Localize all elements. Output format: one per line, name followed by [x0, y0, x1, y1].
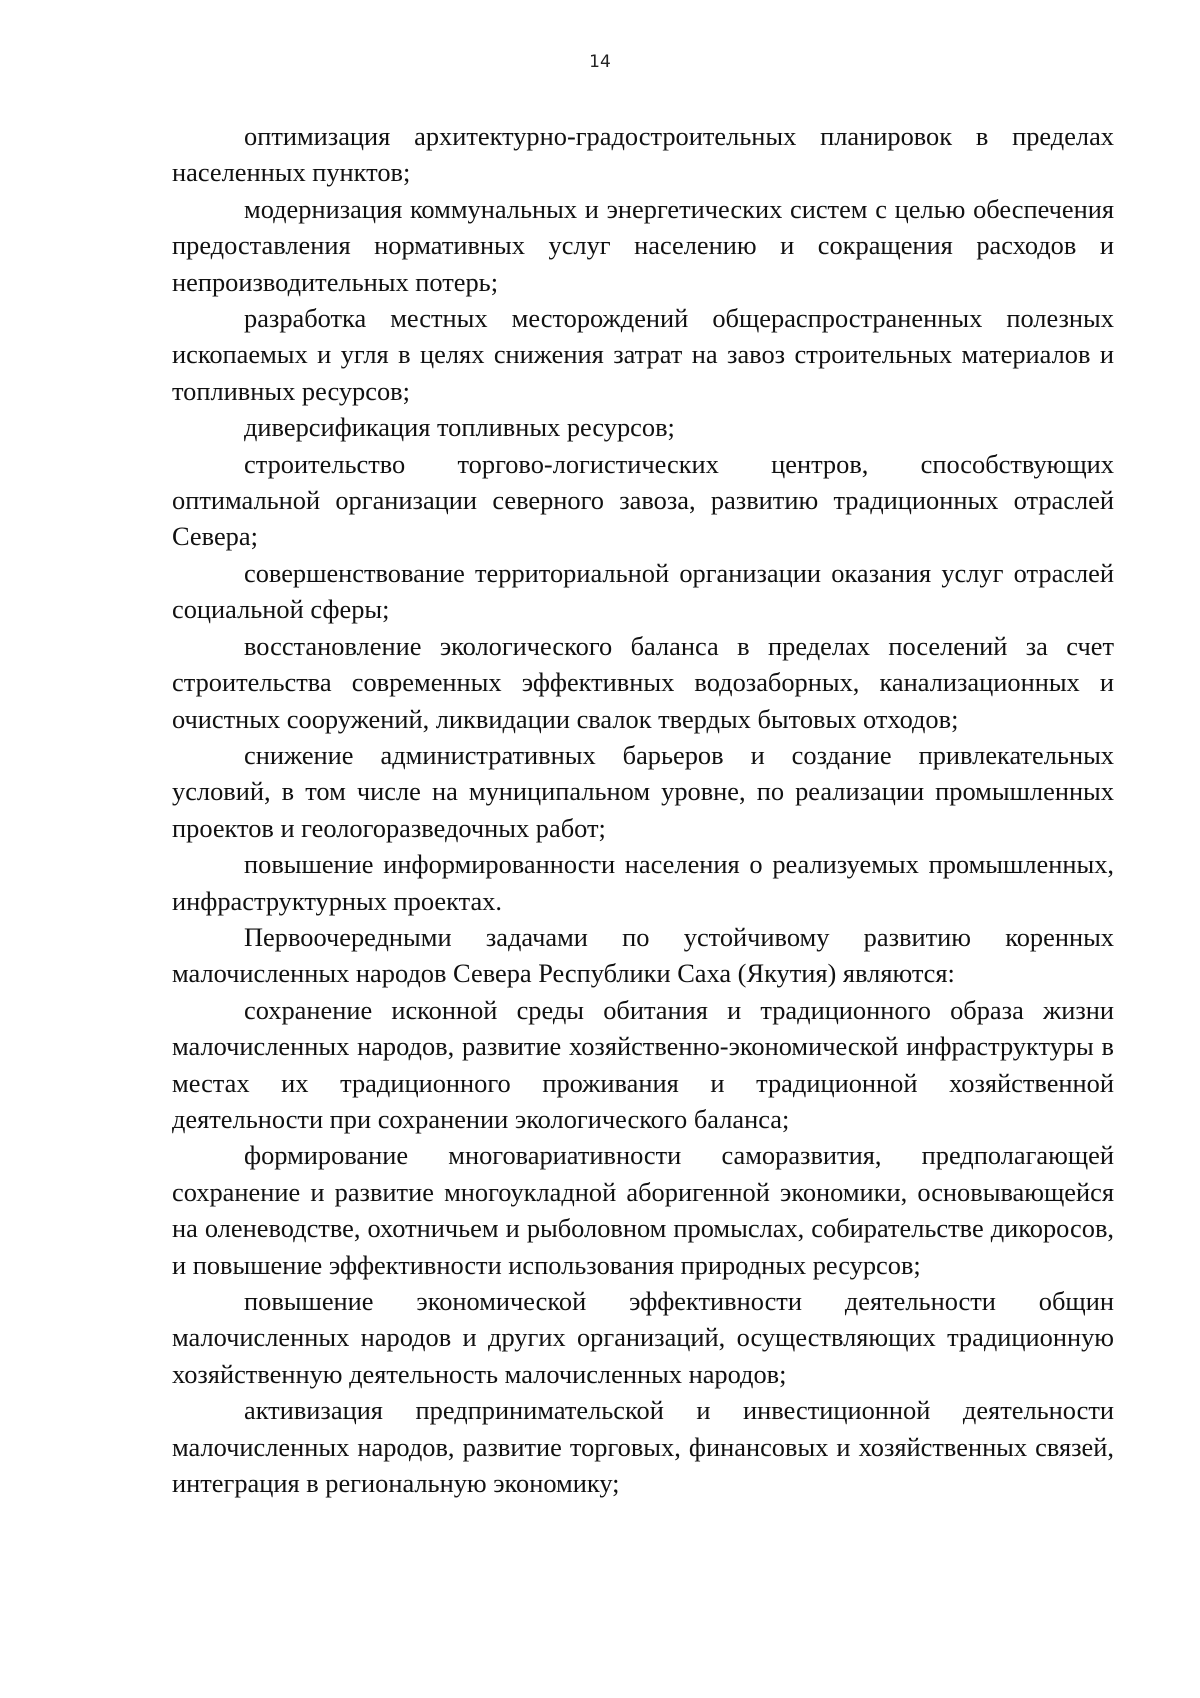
paragraph: строительство торгово-логистических центров, способствующих оптимальной организации северного завоза, развитию традиционных отраслей Севера; [172, 448, 1114, 552]
paragraph: снижение административных барьеров и создание привлекательных условий, в том числе на муниципальном уровне, по реализации промышленных проектов и геологоразведочных работ; [172, 739, 1114, 843]
paragraph: активизация предпринимательской и инвестиционной деятельности малочисленных народов, развитие торговых, финансовых и хозяйственных связей, интеграция в региональную экономику; [172, 1395, 1114, 1499]
paragraph: формирование многовариативности саморазвития, предполагающей сохранение и развитие многоукладной аборигенной экономики, основывающейся на оленеводстве, охотничьем и рыболовном промыслах, собирательстве дикоросов, и повышение эффективности использования природных ресурсов; [172, 1140, 1114, 1280]
paragraph: диверсификация топливных ресурсов; [244, 412, 675, 443]
paragraph: оптимизация архитектурно-градостроительных планировок в пределах населенных пунктов; [172, 121, 1114, 188]
paragraph: восстановление экологического баланса в пределах поселений за счет строительства современных эффективных водозаборных, канализационных и очистных сооружений, ликвидации свалок твердых бытовых отходов; [172, 630, 1114, 734]
paragraph: сохранение исконной среды обитания и традиционного образа жизни малочисленных народов, развитие хозяйственно-экономической инфраструктуры в местах их традиционного проживания и традиционной хозяйственной деятельности при сохранении экологического баланса; [172, 994, 1114, 1134]
paragraph: Первоочередными задачами по устойчивому развитию коренных малочисленных народов Севера Республики Саха (Якутия) являются: [172, 921, 1114, 989]
paragraph: модернизация коммунальных и энергетических систем с целью обеспечения предоставления нормативных услуг населению и сокращения расходов и непроизводительных потерь; [172, 193, 1114, 297]
paragraph: повышение экономической эффективности деятельности общин малочисленных народов и других организаций, осуществляющих традиционную хозяйственную деятельность малочисленных народов; [172, 1286, 1114, 1389]
paragraph: совершенствование территориальной организации оказания услуг отраслей социальной сферы; [172, 557, 1114, 625]
page-number: 14 [589, 52, 611, 72]
document-body [172, 118, 1114, 1501]
paragraph: повышение информированности населения о реализуемых промышленных, инфраструктурных проектах. [172, 849, 1114, 916]
paragraph: разработка местных месторождений общераспространенных полезных ископаемых и угля в целях снижения затрат на завоз строительных материалов и топливных ресурсов; [172, 303, 1114, 406]
